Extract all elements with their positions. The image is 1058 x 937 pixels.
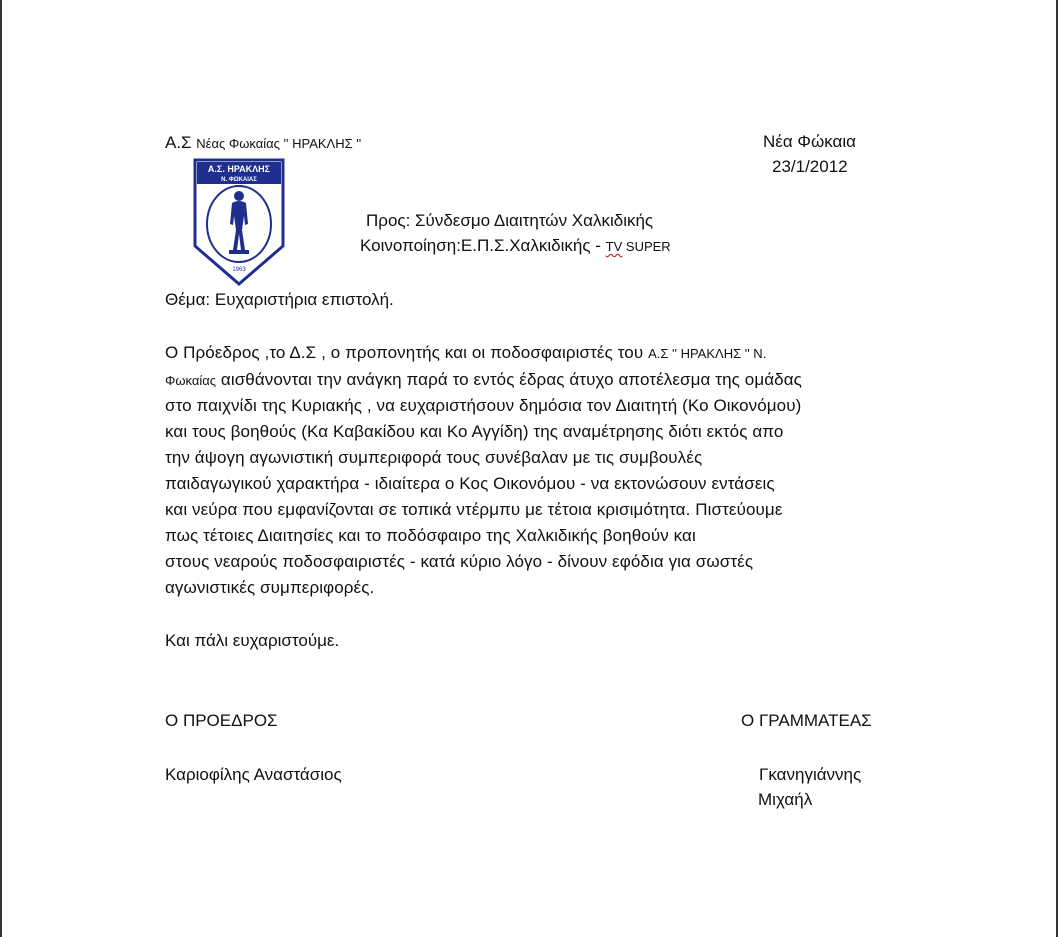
crest-subtitle-text: Ν. ΦΩΚΑΙΑΣ (221, 177, 257, 183)
body-line-1 (165, 343, 766, 363)
recipient-cc-text: Κοινοποίηση:Ε.Π.Σ.Χαλκιδικής - (360, 236, 606, 255)
body-line-2-club: Φωκαίας (165, 373, 217, 388)
body-line: παιδαγωγικού χαρακτήρα - ιδιαίτερα ο Κος Οικονόμου - να εκτονώσουν εντάσεις (165, 474, 775, 493)
club-name (165, 133, 361, 153)
crest-year: 1963 (232, 267, 246, 273)
crest-title-text: Α.Σ. ΗΡΑΚΛΗΣ (207, 164, 271, 174)
body-line-2-main: αισθάνονται την ανάγκη παρά το εντός έδρας άτυχο αποτέλεσμα της ομάδας (216, 370, 802, 389)
subject-line: Θέμα: Ευχαριστήρια επιστολή. (165, 290, 394, 309)
recipient-cc-super: SUPER (622, 239, 671, 254)
body-line: την άψογη αγωνιστική συμπεριφορά τους συνέβαλαν με τις συμβουλές (165, 448, 703, 467)
body-line-1-main: Ο Πρόεδρος ,το Δ.Σ , ο προπονητής και οι ποδοσφαιριστές του (165, 343, 649, 362)
body-line: και τους βοηθούς (Κα Καβακίδου και Κο Αγγίδη) της αναμέτρησης διότι εκτός απο (165, 422, 784, 441)
secretary-title: Ο ΓΡΑΜΜΑΤΕΑΣ (741, 711, 872, 730)
body-line: στους νεαρούς ποδοσφαιριστές - κατά κύριο λόγο - δίνουν εφόδια για σωστές (165, 552, 754, 571)
club-name-rest: Νέας Φωκαίας '' ΗΡΑΚΛΗΣ '' (196, 136, 362, 151)
place: Νέα Φώκαια (763, 132, 856, 151)
president-title: Ο ΠΡΟΕΔΡΟΣ (165, 711, 278, 730)
club-name-prefix: Α.Σ (165, 133, 197, 152)
date: 23/1/2012 (772, 157, 848, 176)
recipient-cc-tv: TV (605, 239, 623, 254)
president-name: Καριοφίλης Αναστάσιος (165, 765, 342, 784)
body-line: στο παιχνίδι της Κυριακής , να ευχαριστήσουν δημόσια τον Διαιτητή (Κο Οικονόμου) (165, 396, 802, 415)
secretary-firstname: Μιχαήλ (758, 790, 813, 809)
body-line-1-club: Α.Σ '' ΗΡΑΚΛΗΣ '' Ν. (648, 346, 767, 361)
recipient-to: Προς: Σύνδεσμο Διαιτητών Χαλκιδικής (366, 211, 654, 230)
club-crest-logo (193, 158, 285, 286)
secretary-surname: Γκανηγιάννης (759, 765, 862, 784)
recipient-cc (360, 236, 671, 256)
body-line-2 (165, 370, 802, 390)
body-line: αγωνιστικές συμπεριφορές. (165, 578, 375, 597)
body-line: και νεύρα που εμφανίζονται σε τοπικά ντέρμπυ με τέτοια κρισιμότητα. Πιστεύουμε (165, 500, 783, 519)
closing-line: Και πάλι ευχαριστούμε. (165, 631, 340, 650)
body-line: πως τέτοιες Διαιτησίες και το ποδόσφαιρο της Χαλκιδικής βοηθούν και (165, 526, 696, 545)
